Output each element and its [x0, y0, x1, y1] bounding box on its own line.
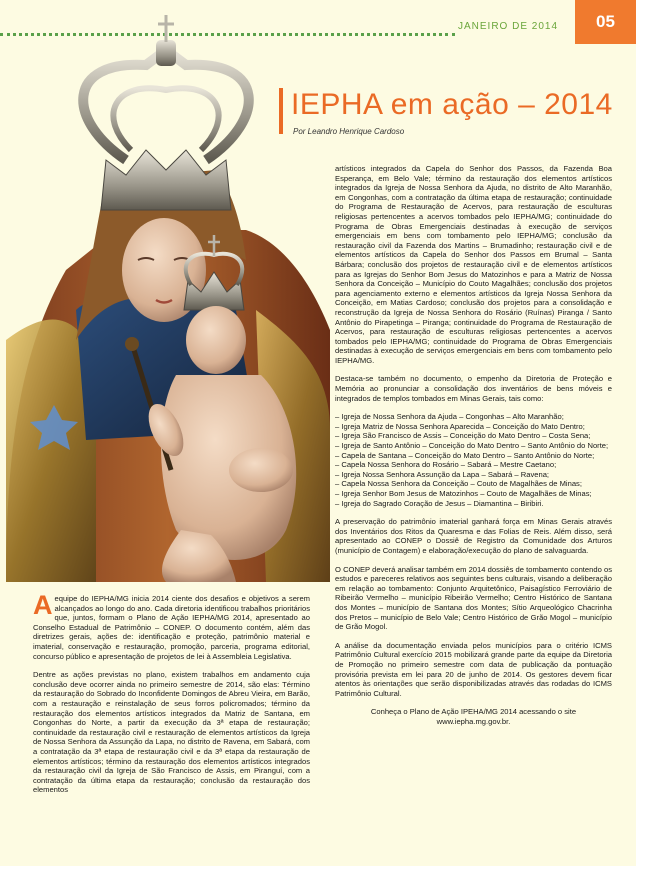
article-right-column: [335, 164, 612, 735]
issue-date: JANEIRO DE 2014: [458, 21, 559, 32]
church-list: [335, 412, 612, 508]
closing-line: Conheça o Plano de Ação IPEHA/MG 2014 acessando o site: [370, 707, 577, 717]
list-item: – Capela de Santana – Conceição do Mato Dentro – Santo Antônio do Norte;: [335, 450, 595, 460]
paragraph: Destaca-se também no documento, o empenho da Diretoria de Proteção e Memória ao pronunciar a consolidação dos inventários de bens móveis e integrados de templos tombados em Minas Gerais, tais como:: [335, 374, 612, 403]
article-left-column: [33, 590, 310, 804]
list-item: – Igreja de Santo Antônio – Conceição do Mato Dentro – Santo Antônio do Norte;: [335, 441, 609, 451]
website-link[interactable]: www.iepha.mg.gov.br.: [436, 716, 511, 726]
title-accent-bar: [279, 88, 283, 134]
paragraph-text: equipe do IEPHA/MG inicia 2014 ciente dos desafios e objetivos a serem alcançados ao longo do ano. Cada diretoria identificou trabalhos prioritários que, juntos, formam o Plano de Ação IEPHA/MG 2014, apresentado ao Conselho Estadual de Patrimônio – CONEP. O documento contém, além das diretrizes gerais, ações de: identificação e proteção, patrimônio material e imaterial, conservação e restauração, promoção, parceria, programa editorial, concurso público e apresentação de projetos de lei à Assembleia Legislativa.: [33, 594, 310, 661]
page-number-badge: 05: [575, 0, 636, 44]
paragraph: A preservação do patrimônio imaterial ganhará força em Minas Gerais através dos Inventários dos Ritos da Quaresma e das Folias de Reis. Além disso, será apresentado ao CONEP o Dossiê de Registro da Comunidade dos Arturos (município de Contagem) e elaboração/execução do plano de salvaguarda.: [335, 517, 612, 555]
list-item: – Igreja de Nossa Senhora da Ajuda – Congonhas – Alto Maranhão;: [335, 412, 564, 422]
paragraph: artísticos integrados da Capela do Senhor dos Passos, da Fazenda Boa Esperança, em Belo Vale; término da restauração dos elementos artísticos integrados da Igreja de Nossa Senhora da Ajuda, no distrito de Alto Maranhão, em Congonhas, com a contratação da última etapa de restauração; continuidade do Programa de Restauração de Acervos, para restauração de esculturas religiosas pertencentes a acervos tombados pelo IEPHA/MG; continuidade do Programa de Obras Emergenciais destinadas à execução de serviços emergenciais em bens com tombamento pelo IEPHA/MG; conclusão da restauração civil da Fazenda dos Martins – Brumadinho; restauração civil e de elementos artísticos da Capela do Senhor dos Passos em Brumal – Santa Bárbara; conclusão dos projetos de restauração civil e de elementos artísticos para as Igrejas do Senhor Bom Jesus do Matozinhos e para a Matriz de Nossa Senhora da Conceição – Município do Couto Magalhães; conclusão dos projetos para agenciamento externo e elementos artísticos da Igreja Nossa Senhora da Conceição, em Matias Cardoso; conclusão dos projetos para a consolidação e reconstrução da Igreja de Nossa Senhora do Rosário (Ruínas) Piranga / Santo Antônio do Pirapetinga – Piranga; continuidade do Programa de Restauração de Acervos, para restauração de esculturas religiosas pertencentes a acervos tombados pelo IEPHA/MG; continuidade do Programa de Obras Emergenciais destinadas à execução de serviços emergenciais em bens com tombamento pelo IEPHA/MG.: [335, 164, 612, 365]
list-item: – Capela Nossa Senhora da Conceição – Couto de Magalhães de Minas;: [335, 479, 582, 489]
drop-cap: A: [33, 590, 53, 620]
list-item: – Igreja Nossa Senhora Assunção da Lapa – Sabará – Ravena;: [335, 469, 550, 479]
paragraph-intro: [33, 590, 310, 661]
article-byline: Por Leandro Henrique Cardoso: [293, 127, 405, 136]
list-item: – Igreja Senhor Bom Jesus de Matozinhos – Couto de Magalhães de Minas;: [335, 489, 592, 498]
list-item: – Igreja do Sagrado Coração de Jesus – Diamantina – Biribiri.: [335, 498, 544, 508]
list-item: – Igreja São Francisco de Assis – Conceição do Mato Dentro – Costa Sena;: [335, 431, 591, 441]
paragraph: O CONEP deverá analisar também em 2014 dossiês de tombamento contendo os estudos e pareceres relativos aos seguintes bens culturais, visando a deliberação em relação ao tombamento: Conjunto Arquitetônico, Paisagístico Ferroviário de Ribeirão Vermelho – município Ribeirão Vermelho; Centro Histórico de Santana dos Montes – município de Santana dos Montes; Sítio Arqueológico Chacrinha dos Pretos – município de Belo Vale; Centro Histórico de Grão Mogol – município de Grão Mogol.: [335, 564, 612, 632]
article-title: IEPHA em ação – 2014: [291, 88, 613, 121]
paragraph: Dentre as ações previstas no plano, existem trabalhos em andamento cuja conclusão deve ocorrer ainda no primeiro semestre de 2014, são elas: Término da restauração do Sobrado do Inconfidente Domingos de Abreu Vieira, em Barão, com a restauração e reinstalação de seus forros policromados; término da restauração dos elementos artísticos integrados da Matriz de Santana, em Congonhas do Norte, a partir da execução da 3ª etapa de restauração; continuidade da restauração civil e restauração de elementos artísticos da Igreja de Nossa Senhora da Assunção da Lapa, no distrito de Ravena, em Sabará, com a contratação da 3ª etapa de restauração civil e da 3ª etapa da restauração de elementos artísticos; término da restauração dos elementos artísticos integrados da restauração civil da Igreja de São Francisco de Assis, em Piranguí, com a contratação da última etapa da restauração; conclusão da restauração dos elementos: [33, 670, 310, 795]
paragraph: A análise da documentação enviada pelos municípios para o critério ICMS Patrimônio Cultural exercício 2015 mobilizará grande parte da equipe da Diretoria de Promoção no primeiro semestre com data de publicação da pontuação provisória prevista em lei para 20 de junho de 2014. Os gestores devem ficar atentos às orientações que serão disponibilizadas através das rodadas do ICMS Patrimônio Cultural.: [335, 640, 612, 698]
list-item: – Igreja Matriz de Nossa Senhora Aparecida – Conceição do Mato Dentro;: [335, 421, 585, 431]
list-item: – Capela Nossa Senhora do Rosário – Sabará – Mestre Caetano;: [335, 460, 557, 470]
